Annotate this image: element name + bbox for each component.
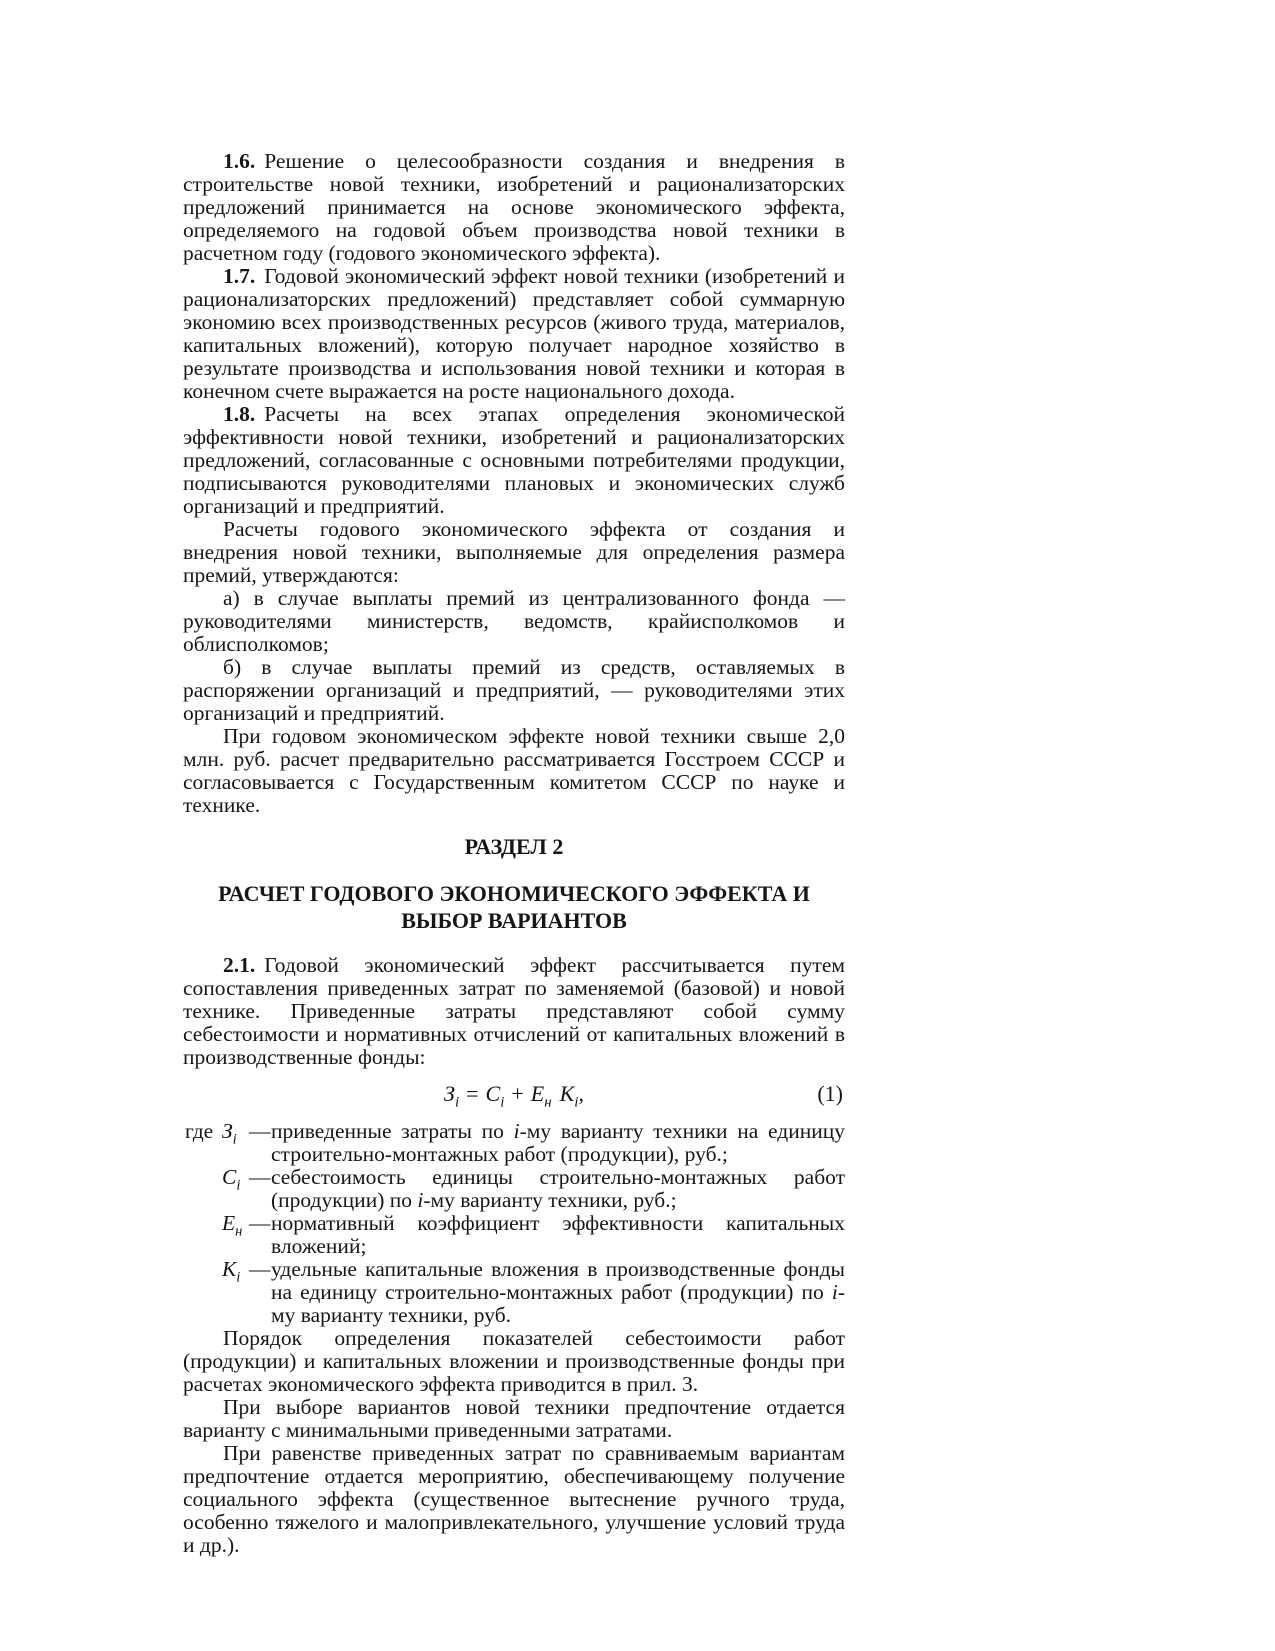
description-text: себестоимость единицы строительно-монтажных работ (продукции) по	[271, 1165, 845, 1212]
paragraph-1-7	[183, 265, 845, 403]
description-text: нормативный коэффициент эффективности капитальных вложений;	[271, 1211, 845, 1258]
equals-sign: =	[466, 1081, 479, 1106]
formula-comma: ,	[578, 1081, 584, 1106]
paragraph-number: 1.7.	[223, 264, 256, 288]
formula-var-z: З	[444, 1081, 455, 1106]
where-word-spacer	[185, 1258, 222, 1281]
symbol-e	[222, 1211, 249, 1240]
definition-list	[183, 1120, 845, 1327]
paragraph-item-a	[183, 587, 845, 656]
paragraph-text: Расчеты годового экономического эффекта от создания и внедрения новой техники, выполняемые для определения размера премий, утверждаются:	[183, 517, 845, 587]
symbol-subscript: i	[232, 1131, 237, 1148]
paragraph-text: При выборе вариантов новой техники предпочтение отдается варианту с минимальными приведенными затратами.	[183, 1395, 845, 1442]
description-text: -му варианту техники на единицу строительно-монтажных работ (продукции), руб.;	[271, 1119, 845, 1166]
definition-item-z	[183, 1120, 845, 1166]
text-column	[183, 150, 845, 1557]
formula-var-c: С	[485, 1081, 501, 1106]
formula-1	[183, 1081, 845, 1111]
paragraph-text: Решение о целесообразности создания и внедрения в строительстве новой техники, изобретений и рационализаторских предложений принимается на основе экономического эффекта, определяемого на годовой объем производства новой техники в расчетном году (годового экономического эффекта).	[183, 149, 845, 265]
definition-item-c	[183, 1166, 845, 1212]
formula-var-k: К	[559, 1081, 575, 1106]
formula-number: (1)	[817, 1081, 843, 1106]
where-word-spacer	[185, 1212, 222, 1235]
paragraph-variant-choice	[183, 1396, 845, 1442]
description-text: -му варианту техники, руб.;	[423, 1188, 677, 1212]
formula-var-k-sub: i	[574, 1094, 579, 1111]
dash: —	[249, 1257, 271, 1281]
dash: —	[249, 1165, 271, 1189]
where-word-spacer	[185, 1166, 222, 1189]
paragraph-text: Порядок определения показателей себестоимости работ (продукции) и капитальных вложении и производственные фонды при расчетах экономического эффекта приводится в прил. 3.	[183, 1326, 845, 1396]
paragraph-number: 2.1.	[223, 953, 256, 977]
paragraph-gosstroy	[183, 725, 845, 817]
italic-variable: i	[417, 1188, 424, 1212]
where-word: где	[185, 1119, 214, 1143]
chapter-title: РАСЧЕТ ГОДОВОГО ЭКОНОМИЧЕСКОГО ЭФФЕКТА И ВЫБОР ВАРИАНТОВ	[218, 881, 810, 933]
definition-description	[271, 1211, 845, 1258]
symbol-subscript: н	[235, 1223, 243, 1240]
paragraph-item-b	[183, 656, 845, 725]
paragraph-text: Годовой экономический эффект рассчитывается путем сопоставления приведенных затрат по заменяемой (базовой) и новой технике. Приведенные затраты представляют собой сумму себестоимости и нормативных отчислений от капитальных вложений в производственные фонды:	[183, 953, 845, 1069]
symbol-subscript: i	[236, 1177, 241, 1194]
paragraph-number: 1.6.	[223, 149, 256, 173]
definition-term	[185, 1119, 271, 1148]
paragraph-1-6	[183, 150, 845, 265]
dash: —	[249, 1119, 271, 1143]
symbol-k	[222, 1257, 249, 1286]
formula-var-e: Е	[530, 1081, 545, 1106]
paragraph-1-8	[183, 403, 845, 518]
description-text: удельные капитальные вложения в производственные фонды на единицу строительно-монтажных работ (продукции) по	[271, 1257, 845, 1304]
description-text: приведенные затраты по	[271, 1119, 514, 1143]
italic-variable: i	[831, 1280, 838, 1304]
definition-term	[185, 1257, 271, 1286]
formula-expression	[444, 1081, 584, 1111]
section-label: РАЗДЕЛ 2	[464, 834, 564, 859]
formula-var-z-sub: i	[454, 1094, 460, 1111]
symbol-letter: Е	[222, 1211, 236, 1235]
definition-description	[271, 1119, 845, 1166]
definition-description	[271, 1257, 845, 1327]
dash: —	[249, 1211, 271, 1235]
definition-description	[271, 1165, 845, 1212]
formula-var-e-sub: н	[544, 1094, 552, 1111]
definition-item-e	[183, 1212, 845, 1258]
description-text: -му варианту техники, руб.	[271, 1280, 845, 1327]
paragraph-order	[183, 1327, 845, 1396]
symbol-letter: З	[222, 1119, 233, 1143]
definition-term	[185, 1211, 271, 1240]
paragraph-premiums	[183, 518, 845, 587]
symbol-letter: С	[222, 1165, 237, 1189]
paragraph-social-effect	[183, 1442, 845, 1557]
paragraph-text: Годовой экономический эффект новой техники (изобретений и рационализаторских предложений) представляет собой суммарную экономию всех производственных ресурсов (живого труда, материалов, капитальных вложений), которую получает народное хозяйство в результате производства и использования новой техники и которая в конечном счете выражается на росте национального дохода.	[183, 264, 845, 403]
italic-variable: i	[513, 1119, 520, 1143]
paragraph-text: а) в случае выплаты премий из централизованного фонда — руководителями министерств, ведомств, крайисполкомов и облисполкомов;	[183, 586, 845, 656]
plus-sign: +	[511, 1081, 524, 1106]
definition-item-k	[183, 1258, 845, 1327]
paragraph-2-1	[183, 954, 845, 1069]
paragraph-number: 1.8.	[223, 402, 256, 426]
symbol-z	[222, 1119, 249, 1148]
symbol-c	[222, 1165, 249, 1194]
paragraph-text: Расчеты на всех этапах определения экономической эффективности новой техники, изобретений и рационализаторских предложений, согласованные с основными потребителями продукции, подписываются руководителями плановых и экономических служб организаций и предприятий.	[183, 402, 845, 518]
paragraph-text: б) в случае выплаты премий из средств, оставляемых в распоряжении организаций и предприятий, — руководителями этих организаций и предприятий.	[183, 655, 845, 725]
paragraph-text: При равенстве приведенных затрат по сравниваемым вариантам предпочтение отдается мероприятию, обеспечивающему получение социального эффекта (существенное вытеснение ручного труда, особенно тяжелого и малопривлекательного, улучшение условий труда и др.).	[183, 1441, 845, 1557]
paragraph-text: При годовом экономическом эффекте новой техники свыше 2,0 млн. руб. расчет предварительно рассматривается Госстроем СССР и согласовывается с Государственным комитетом СССР по науке и технике.	[183, 724, 845, 817]
symbol-letter: К	[222, 1257, 237, 1281]
symbol-subscript: i	[236, 1269, 241, 1286]
definition-term	[185, 1165, 271, 1194]
formula-var-c-sub: i	[500, 1094, 505, 1111]
